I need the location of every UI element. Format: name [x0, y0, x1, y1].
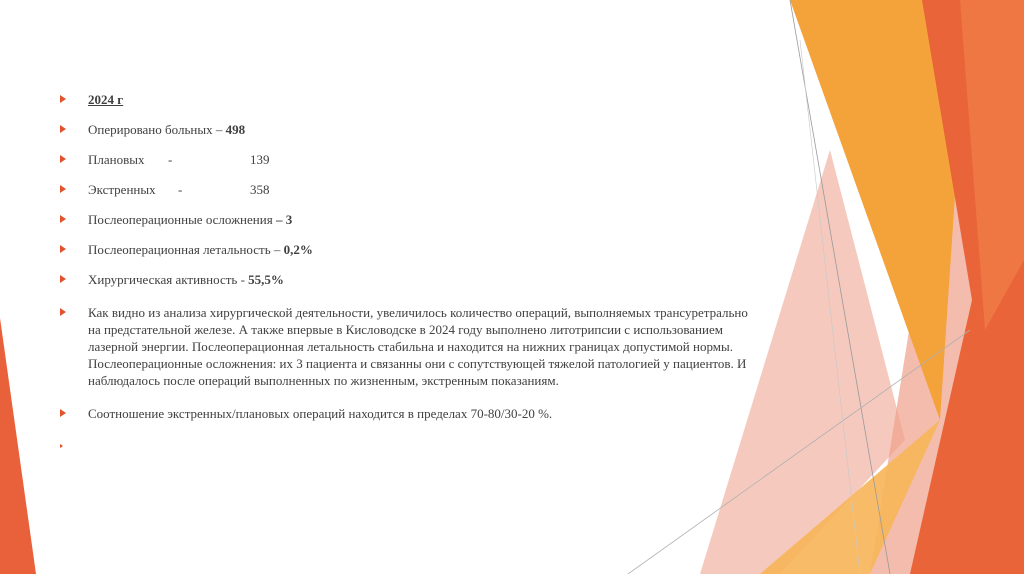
year-heading: 2024 г — [88, 92, 124, 107]
activity-label: Хирургическая активность - — [88, 272, 249, 287]
mortality-label: Послеоперационная летальность – — [88, 242, 284, 257]
bullet-arrow-icon — [60, 155, 66, 163]
bullet-arrow-icon — [60, 215, 66, 223]
emergency-dash: - — [178, 182, 183, 197]
bullet-mortality — [60, 241, 760, 258]
ratio-text: Соотношение экстренных/плановых операций находится в пределах 70-80/30-20 %. — [88, 406, 553, 421]
planned-value: 139 — [250, 152, 270, 167]
bullet-complications — [60, 211, 760, 228]
analysis-paragraph: Как видно из анализа хирургической деятельности, увеличилось количество операций, выполняемых трансуретрально на предстательной железе. А также впервые в Кисловодске в 2024 году выполнено литотрипсии с использованием лазерной энергии. Послеоперационная летальность стабильна и находится на нижних границах допустимой нормы. Послеоперационные осложнения: их 3 пациента и связанны они с сопутствующей тяжелой патологией у пациентов. И наблюдалось после операций выполненных по жизненным, экстренным показаниям. — [88, 305, 748, 388]
operated-label: Оперировано больных – — [88, 122, 226, 137]
bullet-arrow-icon — [60, 185, 66, 193]
bullet-activity — [60, 271, 760, 288]
bullet-arrow-icon — [60, 125, 66, 133]
bullet-empty — [60, 438, 760, 448]
activity-value: 55,5% — [248, 272, 284, 287]
bullet-emergency — [60, 181, 760, 198]
bullet-analysis — [60, 304, 760, 389]
emergency-value: 358 — [250, 182, 270, 197]
bullet-arrow-icon — [60, 95, 66, 103]
planned-label: Плановых — [88, 152, 145, 167]
planned-dash: - — [168, 152, 173, 167]
bullet-arrow-icon — [60, 245, 66, 253]
operated-value: 498 — [225, 122, 246, 137]
left-orange-triangle — [0, 318, 36, 574]
bullet-operated — [60, 121, 760, 138]
bullet-planned — [60, 151, 760, 168]
mortality-value: 0,2% — [283, 242, 313, 257]
bullet-arrow-icon — [60, 409, 66, 417]
emergency-label: Экстренных — [88, 182, 156, 197]
bullet-year — [60, 91, 760, 108]
bullet-ratio — [60, 405, 760, 422]
bullet-arrow-icon — [60, 275, 66, 283]
bullet-arrow-icon — [60, 444, 63, 448]
slide-content — [60, 84, 760, 448]
complications-label: Послеоперационные осложнения — [88, 212, 276, 227]
complications-value: – 3 — [275, 212, 293, 227]
bullet-arrow-icon — [60, 308, 66, 316]
